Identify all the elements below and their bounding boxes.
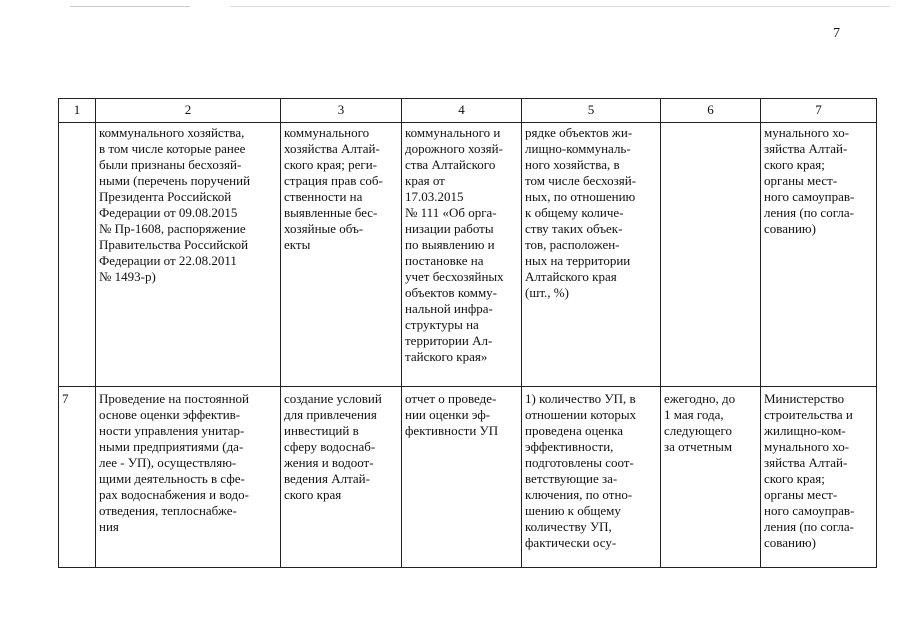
column-header: 2 (96, 99, 281, 123)
responsible-cell: Министерство строительства и жилищно-ком- мунального хо- зяйства Алтай- ского края; органы мест- ного самоуправ- ления (по согла- сованию) (761, 387, 877, 568)
document-table (58, 98, 877, 568)
column-header: 3 (281, 99, 402, 123)
scan-artifact-line (70, 6, 190, 7)
column-header: 7 (761, 99, 877, 123)
deadline-cell (661, 123, 761, 387)
column-header: 6 (661, 99, 761, 123)
column-header: 4 (402, 99, 522, 123)
result-cell: отчет о проведе- нии оценки эф- фективности УП (402, 387, 522, 568)
deadline-cell: ежегодно, до 1 мая года, следующего за отчетным (661, 387, 761, 568)
measure-cell: Проведение на постоянной основе оценки эффектив- ности управления унитар- ными предприятиями (да- лее - УП), осуществляю- щими деятельность в сфе- рах водоснабжения и водо- отведения, теплоснабже- ния (96, 387, 281, 568)
goal-cell: создание условий для привлечения инвестиций в сферу водоснаб- жения и водоот- ведения Алтай- ского края (281, 387, 402, 568)
indicator-cell: 1) количество УП, в отношении которых проведена оценка эффективности, подготовлены соот- ветствующие за- ключения, по отно- шению к общему количеству УП, фактически осу- (522, 387, 661, 568)
row-number-cell: 7 (59, 387, 96, 568)
table-header-row (59, 99, 877, 123)
column-header: 1 (59, 99, 96, 123)
row-number-cell (59, 123, 96, 387)
goal-cell: коммунального хозяйства Алтай- ского края; реги- страция прав соб- ственности на выявленные бес- хозяйные объ- екты (281, 123, 402, 387)
table-row (59, 387, 877, 568)
result-cell: коммунального и дорожного хозяй- ства Алтайского края от 17.03.2015 № 111 «Об орга- низации работы по выявлению и постановке на учет бесхозяйных объектов комму- нальной инфра- структуры на территории Ал- тайского края» (402, 123, 522, 387)
table-row (59, 123, 877, 387)
page-number: 7 (833, 26, 840, 41)
column-header: 5 (522, 99, 661, 123)
responsible-cell: мунального хо- зяйства Алтай- ского края; органы мест- ного самоуправ- ления (по согла- сованию) (761, 123, 877, 387)
indicator-cell: рядке объектов жи- лищно-коммуналь- ного хозяйства, в том числе бесхозяй- ных, по отношению к общему количе- ству таких объек- тов, расположен- ных на территории Алтайского края (шт., %) (522, 123, 661, 387)
measure-cell: коммунального хозяйства, в том числе которые ранее были признаны бесхозяй- ными (перечень поручений Президента Российской Федерации от 09.08.2015 № Пр-1608, распоряжение Правительства Российской Федерации от 22.08.2011 № 1493-р) (96, 123, 281, 387)
scan-artifact-line (230, 6, 890, 7)
